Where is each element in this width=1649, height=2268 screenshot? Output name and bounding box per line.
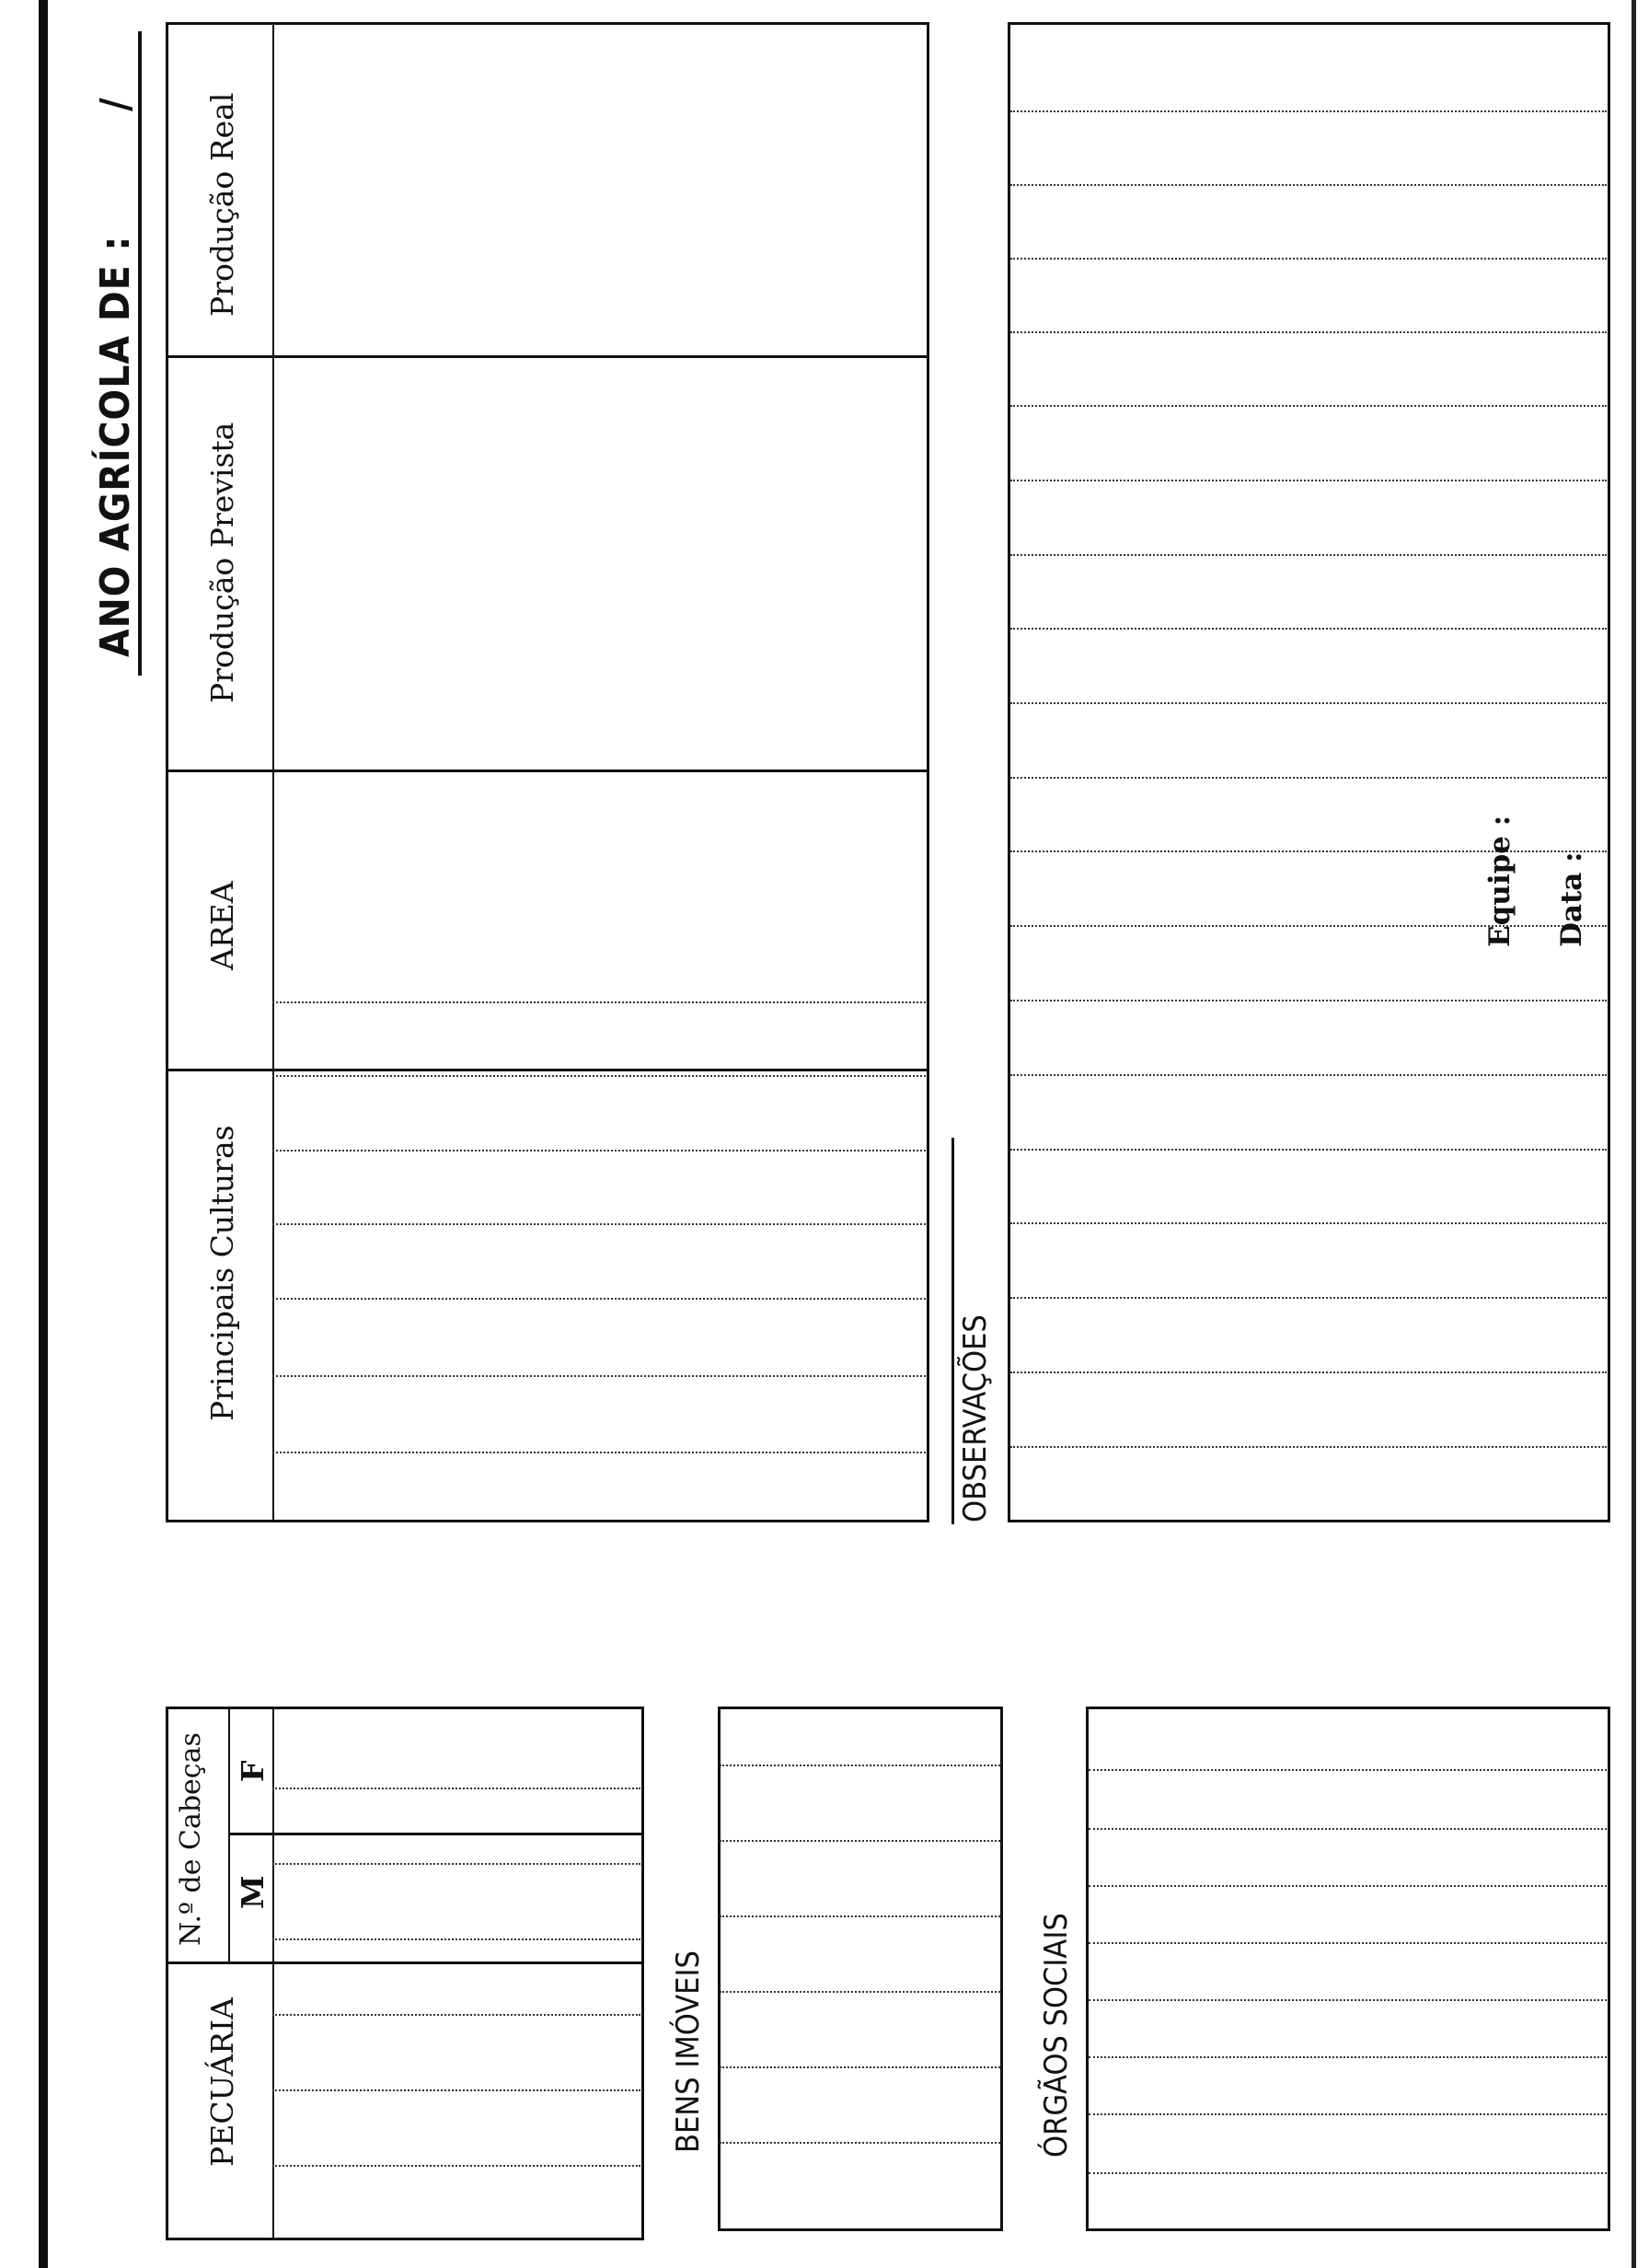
obs-writing-line-17 [1010, 258, 1607, 260]
obs-writing-line-14 [1010, 480, 1607, 481]
livestock-col-sep [166, 1961, 644, 1964]
col-producao-real: Produção Real [204, 92, 240, 317]
crop-writing-line-6 [272, 1075, 926, 1077]
label-equipe: Equipe : [1483, 815, 1516, 947]
col-femeas: F [235, 1760, 271, 1782]
obs-writing-line-18 [1010, 184, 1607, 186]
obs-writing-line-2 [1010, 1371, 1607, 1373]
livestock-writing-line-3 [272, 2014, 640, 2016]
crop-writing-line-2 [272, 1375, 926, 1377]
orgaos-writing-line-4 [1089, 1999, 1607, 2001]
crop-writing-line-3 [272, 1298, 926, 1300]
crop-writing-line-7 [272, 1001, 926, 1003]
bens-writing-line-6 [720, 1765, 1000, 1766]
obs-writing-line-8 [1010, 925, 1607, 927]
label-data: Data : [1555, 851, 1588, 947]
orgaos-writing-line-6 [1089, 1885, 1607, 1887]
orgaos-sociais-box [1086, 1707, 1610, 2231]
form-title [92, 97, 139, 657]
bens-imoveis-box [718, 1707, 1003, 2231]
crops-col-sep-2 [166, 770, 929, 772]
obs-writing-line-6 [1010, 1074, 1607, 1076]
col-area: AREA [204, 881, 240, 970]
livestock-writing-line-5 [272, 1863, 640, 1865]
livestock-heads-rule [228, 1707, 230, 1964]
obs-writing-line-15 [1010, 405, 1607, 407]
crop-writing-line-4 [272, 1223, 926, 1225]
form-title-slash: / [92, 97, 139, 111]
form-title-text: ANO AGRÍCOLA DE : [92, 235, 139, 657]
col-numero-cabecas: N.º de Cabeças [175, 1732, 207, 1946]
orgaos-writing-line-7 [1089, 1828, 1607, 1830]
bens-writing-line-3 [720, 1991, 1000, 1993]
livestock-header-rule [272, 1707, 274, 2240]
obs-writing-line-13 [1010, 554, 1607, 556]
bens-writing-line-4 [720, 1915, 1000, 1917]
orgaos-writing-line-8 [1089, 1769, 1607, 1771]
obs-writing-line-5 [1010, 1149, 1607, 1151]
bens-writing-line-1 [720, 2142, 1000, 2144]
orgaos-writing-line-5 [1089, 1942, 1607, 1944]
label-bens-imoveis: BENS IMÓVEIS [670, 1950, 707, 2153]
label-orgaos-sociais: ÓRGÃOS SOCIAIS [1038, 1913, 1075, 2158]
col-producao-prevista: Produção Prevista [204, 422, 240, 703]
title-underline [138, 31, 142, 676]
orgaos-writing-line-2 [1089, 2113, 1607, 2115]
obs-writing-line-1 [1010, 1446, 1607, 1448]
obs-writing-line-10 [1010, 777, 1607, 779]
col-pecuaria: PECUÁRIA [204, 1997, 240, 2167]
observacoes-underline [951, 1138, 954, 1524]
livestock-writing-line-1 [272, 2165, 640, 2167]
livestock-writing-line-2 [272, 2089, 640, 2091]
crops-col-sep-3 [166, 355, 929, 358]
col-principais-culturas: Principais Culturas [204, 1125, 240, 1421]
obs-writing-line-4 [1010, 1222, 1607, 1224]
orgaos-writing-line-1 [1089, 2172, 1607, 2174]
obs-writing-line-3 [1010, 1297, 1607, 1299]
label-observacoes: OBSERVAÇÕES [957, 1314, 994, 1522]
obs-writing-line-11 [1010, 702, 1607, 704]
crops-col-sep-1 [166, 1069, 929, 1071]
obs-writing-line-19 [1010, 110, 1607, 112]
crop-writing-line-1 [272, 1452, 926, 1453]
livestock-writing-line-6 [272, 1788, 640, 1789]
bens-writing-line-2 [720, 2066, 1000, 2068]
col-machos: M [235, 1875, 271, 1909]
livestock-writing-line-4 [272, 1938, 640, 1940]
orgaos-writing-line-3 [1089, 2056, 1607, 2058]
bens-writing-line-5 [720, 1840, 1000, 1842]
obs-writing-line-12 [1010, 628, 1607, 630]
obs-writing-line-7 [1010, 1000, 1607, 1001]
crop-writing-line-5 [272, 1150, 926, 1151]
obs-writing-line-16 [1010, 331, 1607, 333]
livestock-mf-sep [228, 1833, 644, 1835]
obs-writing-line-9 [1010, 850, 1607, 852]
